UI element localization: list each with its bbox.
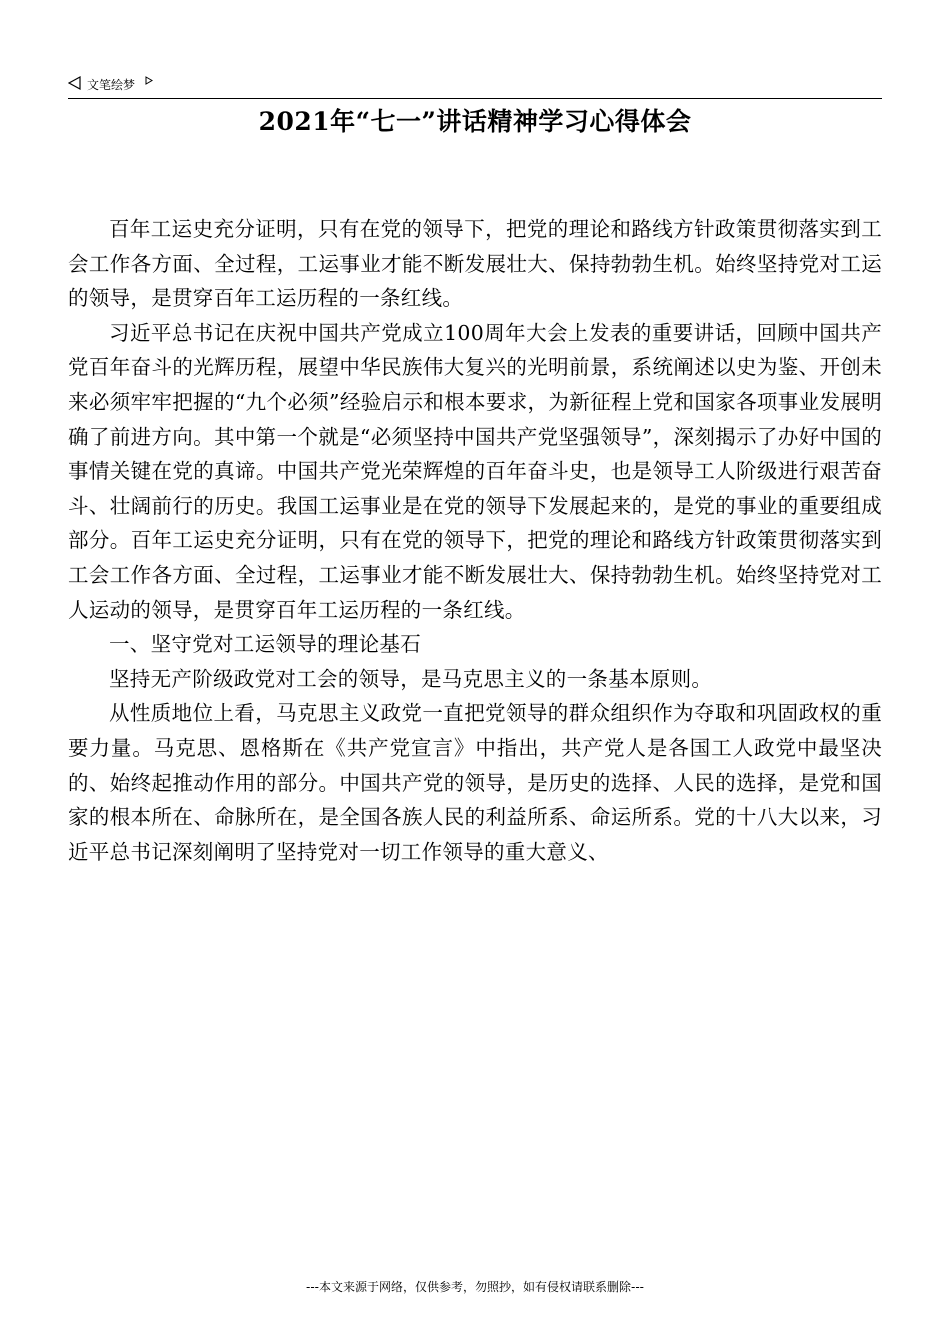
paragraph-2: 习近平总书记在庆祝中国共产党成立100周年大会上发表的重要讲话，回顾中国共产党百年奋斗的光辉历程，展望中华民族伟大复兴的光明前景，系统阐述以史为鉴、开创未来必须牢牢把握的“九个必须”经验启示和根本要求，为新征程上党和国家各项事业发展明确了前进方向。其中第一个就是“必须坚持中国共产党坚强领导”，深刻揭示了办好中国的事情关键在党的真谛。中国共产党光荣辉煌的百年奋斗史，也是领导工人阶级进行艰苦奋斗、壮阔前行的历史。我国工运事业是在党的领导下发展起来的，是党的事业的重要组成部分。百年工运史充分证明，只有在党的领导下，把党的理论和路线方针政策贯彻落实到工会工作各方面、全过程，工运事业才能不断发展壮大、保持勃勃生机。始终坚持党对工人运动的领导，是贯穿百年工运历程的一条红线。 [68, 320, 882, 622]
page-footer: ---本文来源于网络，仅供参考，勿照抄，如有侵权请联系删除--- [306, 1280, 644, 1294]
triangle-left-icon [68, 76, 81, 93]
header-label: 文笔绘梦 [87, 78, 136, 92]
page-header [68, 74, 882, 99]
triangle-right-icon [145, 76, 153, 85]
header-label-group [68, 76, 153, 93]
paragraph-3: 坚持无产阶级政党对工会的领导，是马克思主义的一条基本原则。 [109, 666, 713, 691]
paragraph-4: 从性质地位上看，马克思主义政党一直把党领导的群众组织作为夺取和巩固政权的重要力量。马克思、恩格斯在《共产党宣言》中指出，共产党人是各国工人政党中最坚决的、始终起推动作用的部分。中国共产党的领导，是历史的选择、人民的选择，是党和国家的根本所在、命脉所在，是全国各族人民的利益所系、命运所系。党的十八大以来，习近平总书记深刻阐明了坚持党对一切工作领导的重大意义、 [68, 701, 882, 864]
paragraph-1: 百年工运史充分证明，只有在党的领导下，把党的理论和路线方针政策贯彻落实到工会工作各方面、全过程，工运事业才能不断发展壮大、保持勃勃生机。始终坚持党对工运的领导，是贯穿百年工运历程的一条红线。 [68, 217, 882, 311]
section-heading-1: 一、坚守党对工运领导的理论基石 [109, 632, 421, 657]
document-body [68, 212, 882, 869]
document-title: 2021年“七一”讲话精神学习心得体会 [258, 107, 692, 136]
